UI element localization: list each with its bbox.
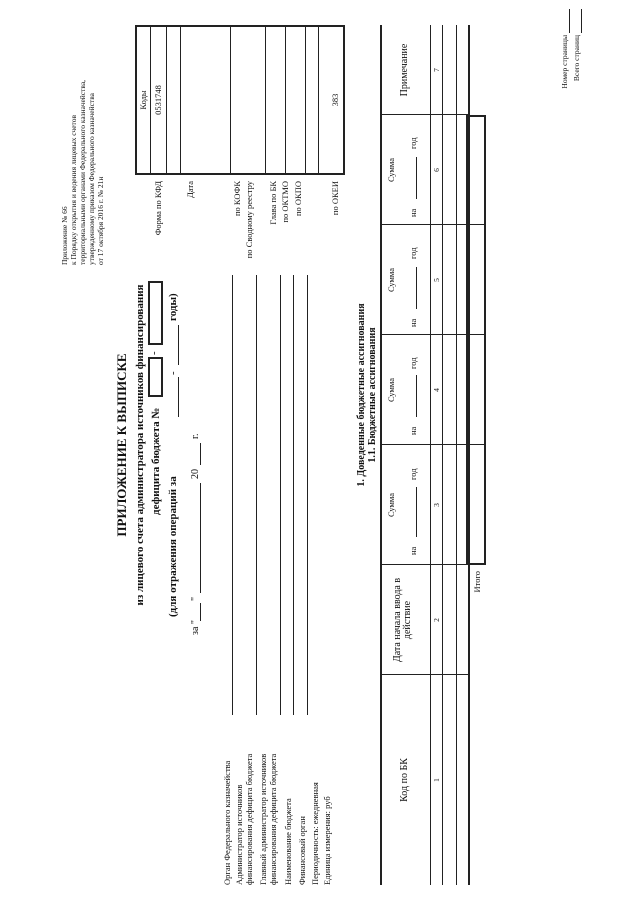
- date-day-line: [200, 603, 201, 621]
- label-date: Дата: [185, 181, 195, 198]
- deficit-budget-label: дефицита бюджета №: [150, 407, 162, 515]
- label-periodicity: Периодичность: ежедневная: [310, 782, 320, 885]
- table-numbers-bottom: [442, 25, 443, 885]
- total-row-box: [466, 115, 486, 565]
- date-year-line: [200, 443, 201, 465]
- codes-row-divider: [166, 25, 167, 175]
- account-number-box-2[interactable]: [148, 281, 163, 345]
- label-okpo: по ОКПО: [293, 181, 303, 217]
- col-header-sum-1: Сумма: [386, 492, 396, 518]
- col-sum-1-year-line: [416, 487, 417, 537]
- section-heading: 1. Доведенные бюджетные ассигнования: [356, 303, 367, 487]
- col-number-3: 3: [432, 503, 441, 507]
- document-title: ПРИЛОЖЕНИЕ К ВЫПИСКЕ: [114, 353, 129, 537]
- codes-row-divider: [318, 25, 319, 175]
- total-pages-label: Всего страниц: [572, 35, 581, 82]
- label-unit: Единица измерения: руб: [322, 796, 332, 885]
- appendix-line-3: территориальными органами Федерального казначейства,: [78, 79, 87, 265]
- total-col-line: [466, 334, 486, 335]
- codes-header: Коды: [138, 90, 148, 110]
- code-kfd-value: 0531748: [153, 85, 163, 115]
- table-row-bottom: [456, 25, 457, 885]
- field-line-fin-organ: [307, 275, 308, 715]
- codes-row-divider: [305, 25, 306, 175]
- label-okei: по ОКЕИ: [330, 181, 340, 216]
- appendix-line-5: от 17 октября 2016 г. № 21н: [96, 176, 105, 265]
- label-fin-organ: Финансовый орган: [297, 816, 307, 885]
- table-header-bottom: [430, 25, 431, 885]
- col-sum-2-na: на: [408, 426, 418, 435]
- field-line-main-admin: [280, 275, 281, 715]
- total-pages-line: [581, 9, 582, 33]
- date-year-prefix: 20: [190, 469, 201, 479]
- col-sum-2-god: год: [408, 357, 418, 369]
- label-admin-2: финансирования дефицита бюджета: [244, 753, 254, 885]
- total-label: Итого: [472, 571, 482, 593]
- col-header-kbk: Код по БК: [399, 758, 410, 802]
- period-line-1: [178, 377, 179, 417]
- period-label: (для отражения операций за: [167, 476, 179, 617]
- col-sum-4-god: год: [408, 137, 418, 149]
- document-subtitle: из лицевого счета администратора источников финансирования: [134, 284, 146, 606]
- table-top-border: [380, 25, 382, 885]
- period-line-2: [178, 325, 179, 365]
- label-main-admin-1: Главный администратор источников: [258, 753, 268, 885]
- field-line-admin: [256, 275, 257, 715]
- total-col-line: [466, 444, 486, 445]
- label-glava: Глава по БК: [268, 181, 278, 225]
- code-okei-value: 383: [330, 93, 340, 107]
- label-kfd: Форма по КФД: [153, 181, 163, 236]
- account-number-box-1[interactable]: [148, 357, 163, 397]
- page-number-line: [569, 9, 570, 33]
- col-number-6: 6: [432, 168, 441, 172]
- col-number-4: 4: [432, 388, 441, 392]
- col-header-sum-2: Сумма: [386, 377, 396, 403]
- col-number-2: 2: [432, 618, 441, 622]
- total-col-line: [466, 224, 486, 225]
- label-svodny: по Сводному реестру: [244, 181, 254, 259]
- col-sum-3-na: на: [408, 318, 418, 327]
- page-number-label: Номер страницы: [560, 35, 569, 89]
- codes-row-divider: [285, 25, 286, 175]
- label-admin-1: Администратор источников: [234, 784, 244, 885]
- appendix-line-1: Приложение № 66: [60, 206, 69, 265]
- date-quote: ": [190, 596, 201, 601]
- date-suffix: г.: [190, 433, 201, 439]
- label-main-admin-2: финансирования дефицита бюджета: [268, 753, 278, 885]
- codes-row-divider: [265, 25, 266, 175]
- col-number-7: 7: [432, 68, 441, 72]
- appendix-line-4: утвержденному приказом Федерального казначейства: [87, 93, 96, 265]
- codes-row-divider: [180, 25, 181, 175]
- date-month-line: [200, 483, 201, 593]
- col-sum-4-na: на: [408, 208, 418, 217]
- period-dash: -: [167, 371, 179, 375]
- col-header-sum-3: Сумма: [386, 267, 396, 293]
- codes-header-divider: [150, 25, 151, 175]
- label-budget-name: Наименование бюджета: [283, 798, 293, 885]
- label-oktmo: по ОКТМО: [280, 181, 290, 223]
- col-header-note: Примечание: [399, 43, 410, 97]
- field-line-fk-organ: [232, 275, 233, 715]
- col-sum-3-god: год: [408, 247, 418, 259]
- col-header-date: Дата начала ввода в действие: [392, 577, 413, 663]
- account-dash: -: [148, 351, 160, 355]
- date-prefix: за ": [190, 620, 201, 635]
- col-sum-3-year-line: [416, 267, 417, 309]
- section-subheading: 1.1. Бюджетные ассигнования: [367, 327, 378, 463]
- col-number-5: 5: [432, 278, 441, 282]
- col-sum-1-god: год: [408, 468, 418, 480]
- col-header-sum-4: Сумма: [386, 157, 396, 183]
- period-end-label: годы): [167, 293, 179, 321]
- field-line-budget-name: [293, 275, 294, 715]
- appendix-line-2: к Порядку открытия и ведения лицевых счетов: [69, 114, 78, 265]
- label-kofk: по КОФК: [232, 181, 242, 217]
- col-number-1: 1: [432, 778, 441, 782]
- col-sum-2-year-line: [416, 375, 417, 417]
- col-sum-4-year-line: [416, 157, 417, 199]
- label-fk-organ: Орган Федерального казначейства: [222, 760, 232, 885]
- codes-row-divider: [230, 25, 231, 175]
- col-sum-1-na: на: [408, 546, 418, 555]
